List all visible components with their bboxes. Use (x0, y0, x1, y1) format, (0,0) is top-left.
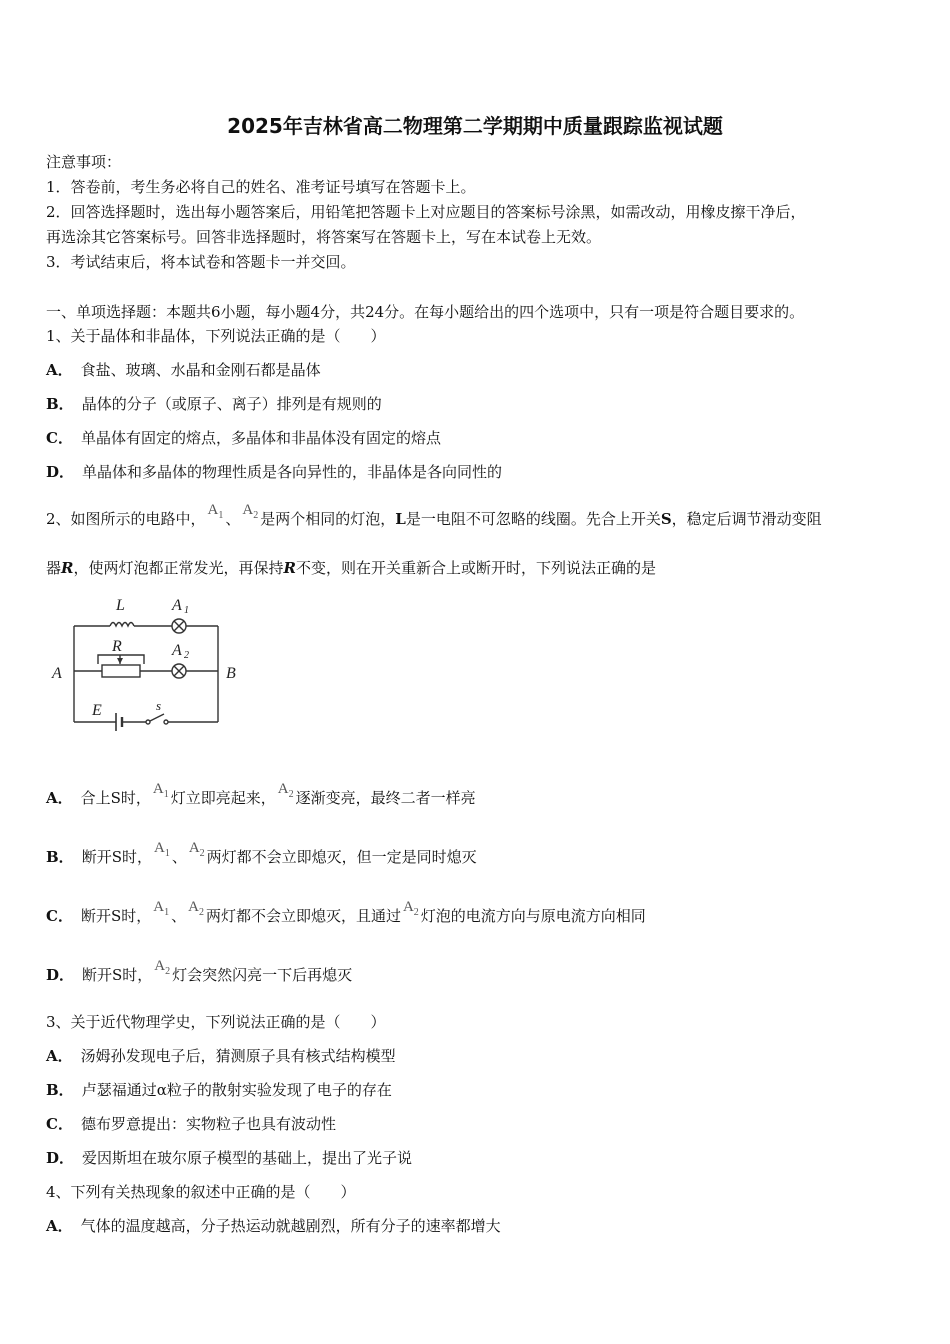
symbol-letter: A (207, 502, 219, 518)
stem-text: ，使两灯泡都正常发光，再保持 (73, 559, 284, 577)
option-label: B． (46, 395, 74, 413)
option-text: 灯会突然闪亮一下后再熄灭 (172, 966, 353, 984)
symbol-subscript: 2 (198, 907, 204, 918)
symbol-letter: A (153, 840, 165, 856)
option-label: C． (46, 907, 73, 925)
q3-option-d (46, 1148, 412, 1168)
stem-symbol: R (61, 559, 74, 577)
q1-option-c (46, 428, 441, 448)
switch-contact (164, 720, 168, 724)
lamp-a1-symbol (153, 899, 170, 918)
stem-text: 器 (46, 559, 62, 577)
q3-option-a (46, 1046, 396, 1066)
symbol-subscript: 2 (413, 907, 419, 918)
stem-text: 、 (225, 510, 241, 528)
option-text: 两灯都不会立即熄灭，但一定是同时熄灭 (206, 848, 477, 866)
q3-option-c (46, 1114, 336, 1134)
symbol-subscript: 2 (253, 510, 259, 521)
symbol-subscript: 1 (164, 907, 170, 918)
symbol-letter: A (188, 840, 200, 856)
switch-blade (150, 714, 164, 721)
question-4-stem: 4、下列有关热现象的叙述中正确的是（ ） (46, 1183, 356, 1201)
stem-text: 是两个相同的灯泡， (260, 510, 396, 528)
q1-option-b (46, 394, 382, 414)
option-text: 爱因斯坦在玻尔原子模型的基础上，提出了光子说 (82, 1149, 413, 1167)
option-text: 合上S时， (80, 789, 151, 807)
label-node-A: A (52, 665, 62, 682)
option-label: A． (46, 361, 73, 379)
option-text: 德布罗意提出：实物粒子也具有波动性 (80, 1115, 336, 1133)
notice-item: 再选涂其它答案标号。回答非选择题时，将答案写在答题卡上，写在本试卷上无效。 (46, 228, 602, 246)
option-label: C． (46, 429, 73, 447)
symbol-subscript: 1 (218, 510, 224, 521)
option-text: 断开S时， (82, 966, 153, 984)
option-label: B． (46, 1081, 74, 1099)
circuit-diagram (46, 588, 256, 738)
symbol-letter: A (242, 502, 254, 518)
lamp-a1-symbol (153, 840, 170, 859)
symbol-subscript: 1 (164, 848, 170, 859)
symbol-letter: A (277, 781, 289, 797)
lamp-a1-symbol (152, 781, 169, 800)
notice-item: 3．考试结束后，将本试卷和答题卡一并交回。 (46, 253, 356, 271)
symbol-subscript: 2 (199, 848, 205, 859)
inductor-coil (110, 623, 134, 627)
option-text: 灯泡的电流方向与原电流方向相同 (420, 907, 646, 925)
symbol-letter: A (153, 899, 165, 915)
section-heading: 一、单项选择题：本题共6小题，每小题4分，共24分。在每小题给出的四个选项中，只有一项是符合题目要求的。 (46, 303, 805, 321)
q2-option-b (46, 840, 477, 874)
label-s: s (156, 698, 162, 713)
option-text: 逐渐变亮，最终二者一样亮 (295, 789, 476, 807)
option-label: A． (46, 1047, 73, 1065)
option-label: D． (46, 1149, 75, 1167)
option-text: 单晶体和多晶体的物理性质是各向异性的，非晶体是各向同性的 (82, 463, 503, 481)
option-text: 、 (171, 907, 187, 925)
label-R: R (112, 638, 122, 655)
option-label: D． (46, 463, 75, 481)
option-text: 气体的温度越高，分子热运动就越剧烈，所有分子的速率都增大 (80, 1217, 501, 1235)
question-3-stem: 3、关于近代物理学史，下列说法正确的是（ ） (46, 1013, 386, 1031)
q2-option-c (46, 899, 646, 933)
symbol-letter: A (188, 899, 199, 915)
option-text: 断开S时， (80, 907, 152, 925)
page-title: 2025年吉林省高二物理第二学期期中质量跟踪监视试题 (227, 114, 723, 138)
symbol-subscript: 2 (165, 966, 171, 977)
question-2-stem-cont (46, 558, 656, 578)
stem-text: 不变，则在开关重新合上或断开时，下列说法正确的是 (295, 559, 656, 577)
symbol-subscript: 1 (163, 789, 169, 800)
lamp-a2-symbol (154, 958, 171, 977)
label-A1-sub: 1 (184, 605, 189, 616)
label-A1: A (172, 597, 182, 614)
label-A2-sub: 2 (184, 650, 189, 661)
stem-symbol: L (395, 510, 406, 528)
question-1-stem: 1、关于晶体和非晶体，下列说法正确的是（ ） (46, 327, 386, 345)
option-text: 卢瑟福通过α粒子的散射实验发现了电子的存在 (81, 1081, 392, 1099)
symbol-letter: A (152, 781, 164, 797)
option-text: 灯立即亮起来， (170, 789, 276, 807)
resistor (102, 665, 140, 677)
lamp-a2-symbol (277, 781, 294, 800)
question-2-stem (46, 502, 822, 536)
slider-arrow (117, 658, 123, 664)
label-L: L (116, 597, 125, 614)
symbol-letter: A (154, 958, 166, 974)
symbol-letter: A (402, 899, 414, 915)
option-text: 晶体的分子（或原子、离子）排列是有规则的 (81, 395, 382, 413)
option-label: A． (46, 1217, 73, 1235)
switch-contact (146, 720, 150, 724)
q3-option-b (46, 1080, 392, 1100)
notice-heading: 注意事项： (46, 153, 122, 171)
q1-option-d (46, 462, 502, 482)
notice-item: 1．答卷前，考生务必将自己的姓名、准考证号填写在答题卡上。 (46, 178, 476, 196)
stem-symbol: S (660, 510, 672, 528)
q2-option-d (46, 958, 353, 992)
stem-symbol: R (283, 559, 296, 577)
label-E: E (92, 702, 102, 719)
lamp-a2-symbol (188, 840, 205, 859)
stem-text: ，稳定后调节滑动变阻 (671, 510, 822, 528)
option-text: 断开S时， (81, 848, 152, 866)
option-label: D． (46, 966, 75, 984)
lamp-a2-symbol (188, 899, 204, 918)
stem-text: 2、如图所示的电路中， (46, 510, 206, 528)
label-node-B: B (226, 665, 236, 682)
option-text: 食盐、玻璃、水晶和金刚石都是晶体 (80, 361, 321, 379)
option-text: 单晶体有固定的熔点，多晶体和非晶体没有固定的熔点 (80, 429, 441, 447)
option-text: 、 (171, 848, 187, 866)
q4-option-a (46, 1216, 501, 1236)
option-label: C． (46, 1115, 73, 1133)
symbol-subscript: 2 (288, 789, 294, 800)
stem-text: 是一电阻不可忽略的线圈。先合上开关 (405, 510, 661, 528)
notice-item: 2．回答选择题时，选出每小题答案后，用铅笔把答题卡上对应题目的答案标号涂黑，如需改动，用橡皮擦干净后， (46, 203, 806, 221)
q1-option-a (46, 360, 321, 380)
lamp-a2-symbol (402, 899, 419, 918)
label-A2: A (172, 642, 182, 659)
option-text: 两灯都不会立即熄灭，且通过 (205, 907, 401, 925)
option-label: B． (46, 848, 74, 866)
option-label: A． (46, 789, 73, 807)
lamp-a2-symbol (242, 502, 259, 521)
option-text: 汤姆孙发现电子后，猜测原子具有核式结构模型 (80, 1047, 396, 1065)
lamp-a1-symbol (207, 502, 224, 521)
q2-option-a (46, 781, 476, 815)
